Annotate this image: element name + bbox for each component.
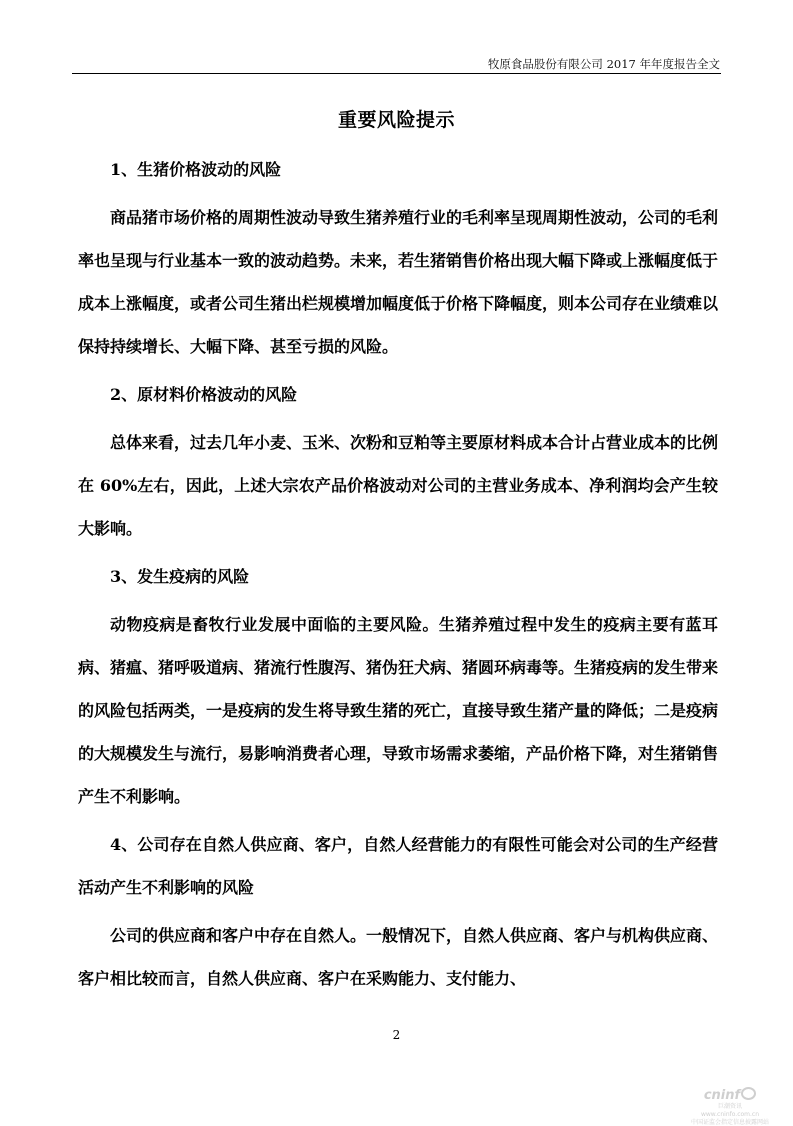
swirl-icon <box>741 1087 756 1100</box>
page-number: 2 <box>392 1028 401 1042</box>
section-paragraph-2: 总体来看，过去几年小麦、玉米、次粉和豆粕等主要原材料成本合计占营业成本的比例在 60%左右，因此，上述大宗农产品价格波动对公司的主营业务成本、净利润均会产生较大影响。 <box>78 433 719 538</box>
watermark-url: www.cninfo.com.cn <box>700 1111 760 1118</box>
document-body <box>78 148 718 1000</box>
watermark-name: 巨潮资讯 <box>717 1103 742 1110</box>
watermark-subtitle: 中国证监会指定信息披露网站 <box>690 1119 769 1126</box>
section-heading-4: 4、公司存在自然人供应商、客户，自然人经营能力的有限性可能会对公司的生产经营活动产生不利影响的风险 <box>78 835 718 897</box>
watermark-logo: cninf <box>703 1088 741 1103</box>
page-title: 重要风险提示 <box>337 109 455 131</box>
section-heading-2: 2、原材料价格波动的风险 <box>110 385 298 404</box>
section-heading-3: 3、发生疫病的风险 <box>110 567 250 586</box>
section-heading-1: 1、生猪价格波动的风险 <box>110 160 282 179</box>
section-paragraph-1: 商品猪市场价格的周期性波动导致生猪养殖行业的毛利率呈现周期性波动，公司的毛利率也呈现与行业基本一致的波动趋势。未来，若生猪销售价格出现大幅下降或上涨幅度低于成本上涨幅度，或者公司生猪出栏规模增加幅度低于价格下降幅度，则本公司存在业绩难以保持持续增长、大幅下降、甚至亏损的风险。 <box>78 208 719 356</box>
section-paragraph-3: 动物疫病是畜牧行业发展中面临的主要风险。生猪养殖过程中发生的疫病主要有蓝耳病、猪瘟、猪呼吸道病、猪流行性腹泻、猪伪狂犬病、猪圆环病毒等。生猪疫病的发生带来的风险包括两类，一是疫病的发生将导致生猪的死亡，直接导致生猪产量的降低；二是疫病的大规模发生与流行，易影响消费者心理，导致市场需求萎缩，产品价格下降，对生猪销售产生不利影响。 <box>78 615 719 806</box>
cninfo-watermark <box>685 1086 775 1126</box>
page-header-text: 牧原食品股份有限公司 2017 年年度报告全文 <box>487 57 720 71</box>
header-divider <box>72 73 721 74</box>
section-paragraph-4: 公司的供应商和客户中存在自然人。一般情况下，自然人供应商、客户与机构供应商、客户相比较而言，自然人供应商、客户在采购能力、支付能力、 <box>78 926 719 988</box>
